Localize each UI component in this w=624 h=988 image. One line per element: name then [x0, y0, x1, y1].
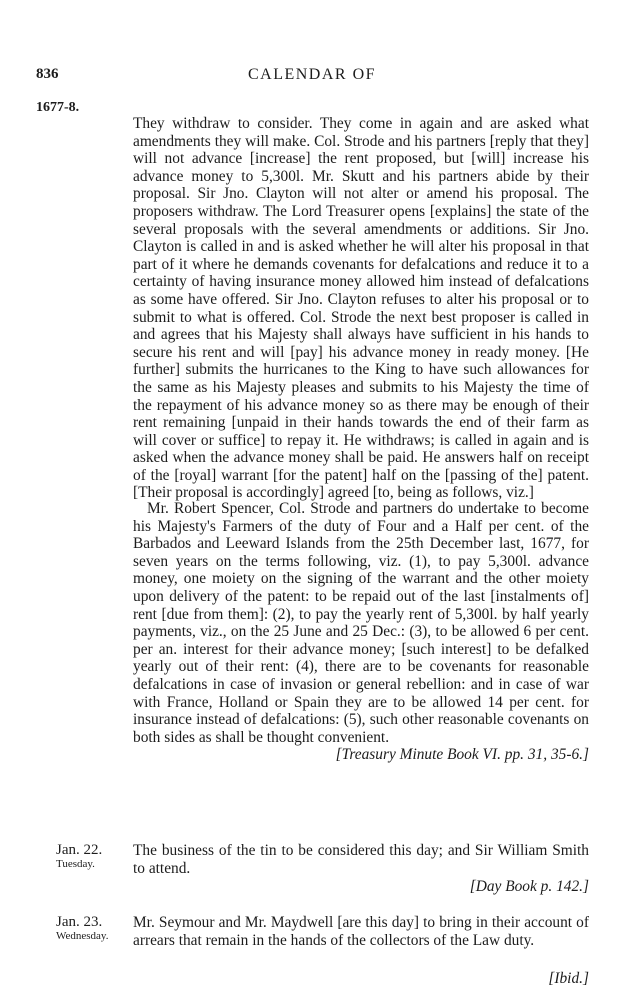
- source-citation: [Day Book p. 142.]: [469, 878, 589, 895]
- paragraph-text: They withdraw to consider. They come in again and are asked what amendments they will make. Col. Strode and his partners [reply that they] will not advance [increase] the rent proposed, but [will] increase his advance money to 5,300l. Mr. Skutt and his partners abide by their proposal. Sir Jno. Clayton will not alter or amend his proposal. The proposers withdraw. The Lord Treasurer opens [explains] the state of the several proposals with the several amendments or additions. Sir Jno. Clayton is called in and is asked whether he will alter his proposal in that part of it where he demands covenants for defalcations and reduce it to a certainty of having insurance money allowed him instead of defalcations as some have offered. Sir Jno. Clayton refuses to alter his proposal or to submit to what is offered. Col. Strode the next best proposer is called in and agrees that his Majesty shall always have sufficient in his hands to secure his rent and will [pay] his advance money in ready money. [He further] submits the hurricanes to the King to have such allowances for the same as his Majesty pleases and submits to his Majesty the time of the repayment of his advance money so as there may be enough of their rent remaining [unpaid in their hands towards the end of their farm as will cover or suffice] to repay it. He withdraws; is called in again and is asked when the advance money shall be paid. He answers half on receipt of the [royal] warrant [for the patent] half on the [passing of the] patent. [Their proposal is accordingly] agreed [to, being as follows, viz.]: [133, 115, 589, 502]
- entry-date-text: Jan. 23.: [56, 914, 103, 930]
- page-number: 836: [36, 66, 59, 82]
- entry-date-text: Jan. 22.: [56, 842, 103, 858]
- running-head: CALENDAR OF: [247, 66, 377, 83]
- entry-text: Mr. Seymour and Mr. Maydwell [are this day] to bring in their account of arrears that remain in the hands of the collectors of the Law duty.: [133, 914, 589, 949]
- minute-paragraph-2: [133, 500, 589, 764]
- paragraph-text: Mr. Robert Spencer, Col. Strode and partners do undertake to become his Majesty's Farmers of the duty of Four and a Half per cent. of the Barbados and Leeward Islands from the 25th December last, 1677, for seven years on the terms following, viz. (1), to pay 5,300l. advance money, one moiety on the signing of the warrant and the other moiety upon delivery of the patent: to be repaid out of the last [instalments of] rent [due from them]: (2), to pay the yearly rent of 5,300l. by half yearly payments, viz., on the 25 June and 25 Dec.: (3), to be allowed 6 per cent. per an. interest for their advance money; [such interest] to be defalked yearly out of their rent: (4), there are to be covenants for reasonable defalcations in case of invasion or general rebellion: and in case of war with France, Holland or Spain they are to be allowed 14 per cent. for insurance instead of defalcations: (5), such other reasonable covenants on both sides as shall be thought convenient.: [133, 500, 589, 746]
- source-citation: [Ibid.]: [548, 970, 589, 987]
- entry-date: [56, 914, 126, 942]
- source-citation: [Treasury Minute Book VI. pp. 31, 35-6.]: [335, 746, 589, 764]
- minute-paragraph-1: [133, 115, 589, 502]
- entry-weekday: Wednesday.: [56, 930, 109, 942]
- entry-date: [56, 842, 126, 870]
- entry-text: The business of the tin to be considered this day; and Sir William Smith to attend.: [133, 842, 589, 877]
- page-header: [0, 66, 624, 88]
- year-marginal-note: 1677-8.: [36, 100, 80, 115]
- entry-weekday: Tuesday.: [56, 858, 95, 870]
